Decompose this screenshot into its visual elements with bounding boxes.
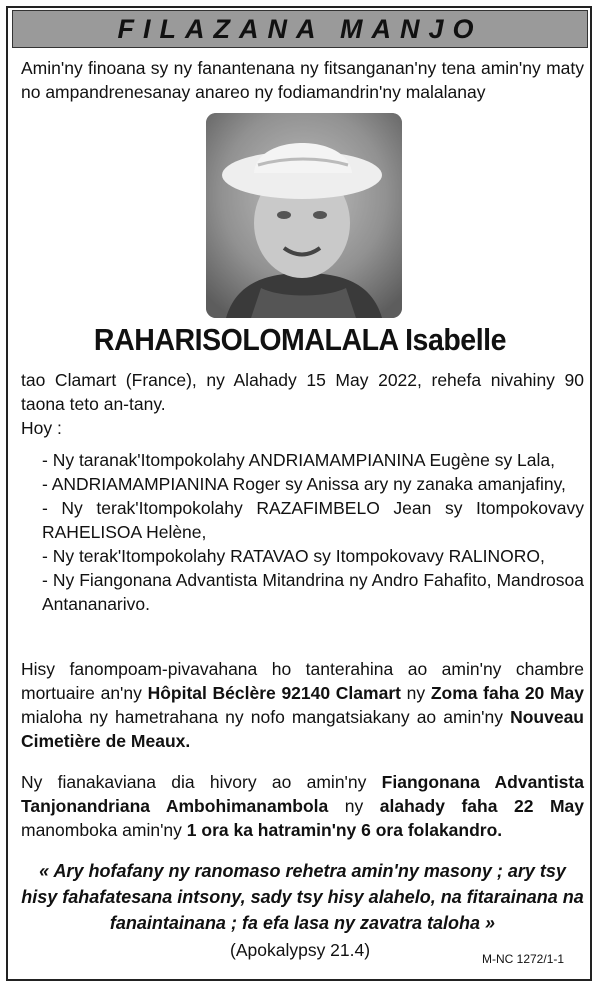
service-text-1: Hisy fanompoam-pivavahana ho tanterahina ao amin'ny chambre mortuaire an'ny (21, 659, 584, 703)
portrait-image (206, 113, 402, 318)
death-notice-text (21, 368, 584, 440)
service-date: Zoma faha 20 May (430, 683, 584, 703)
list-item: - Ny taranak'Itompokolahy ANDRIAMAMPIANINA Eugène sy Lala, (42, 450, 556, 470)
vigil-text-2: ny (328, 796, 380, 816)
reference-code: M-NC 1272/1-1 (482, 952, 565, 966)
list-item: - ANDRIAMAMPIANINA Roger sy Anissa ary ny zanaka amanjafiny, (42, 474, 566, 494)
bible-quote: « Ary hofafany ny ranomaso rehetra amin'ny masony ; ary tsy hisy fahafatesana intsony, sady tsy hisy alahelo, na fitarainana na fanaintainana ; fa efa lasa ny zavatra taloha » (21, 861, 584, 933)
list-item: - Ny Fiangonana Advantista Mitandrina ny Andro Fahafito, Mandrosoa Antananarivo. (42, 570, 584, 614)
portrait-photo (206, 113, 402, 318)
vigil-date: alahady faha 22 May (379, 796, 584, 816)
service-paragraph (21, 657, 584, 753)
service-place: Hôpital Béclère 92140 Clamart (147, 683, 401, 703)
vigil-text-3: manomboka amin'ny (21, 820, 187, 840)
header-banner (12, 10, 588, 48)
quote-citation: (Apokalypsy 21.4) (230, 940, 371, 960)
service-text-3: mialoha ny hametrahana ny nofo mangatsiakany ao amin'ny (21, 707, 511, 727)
vigil-paragraph (21, 770, 584, 842)
hoy-label: Hoy : (21, 418, 62, 438)
cemetery-name: Nouveau Cimetière de Meaux. (21, 707, 584, 751)
intro-text: Amin'ny finoana sy ny fanantenana ny fitsanganan'ny tena amin'ny maty no ampandrenesanay anareo ny fodiamandrin'ny malalanay (21, 58, 584, 102)
list-item: - Ny terak'Itompokolahy RATAVAO sy Itompokovavy RALINORO, (42, 546, 545, 566)
list-item: - Ny terak'Itompokolahy RAZAFIMBELO Jean sy Itompokovavy RAHELISOA Helène, (42, 498, 584, 542)
vigil-text-1: Ny fianakaviana dia hivory ao amin'ny (21, 772, 382, 792)
vigil-church: Fiangonana Advantista Tanjonandriana Ambohimanambola (21, 772, 584, 816)
service-text-2: ny (400, 683, 431, 703)
header-title: FILAZANA MANJO (117, 13, 483, 44)
family-list (42, 448, 584, 616)
death-notice: tao Clamart (France), ny Alahady 15 May 2022, rehefa nivahiny 90 taona teto an-tany. (21, 370, 584, 414)
vigil-time: 1 ora ka hatramin'ny 6 ora folakandro. (186, 820, 503, 840)
deceased-name: RAHARISOLOMALALA Isabelle (93, 322, 507, 357)
